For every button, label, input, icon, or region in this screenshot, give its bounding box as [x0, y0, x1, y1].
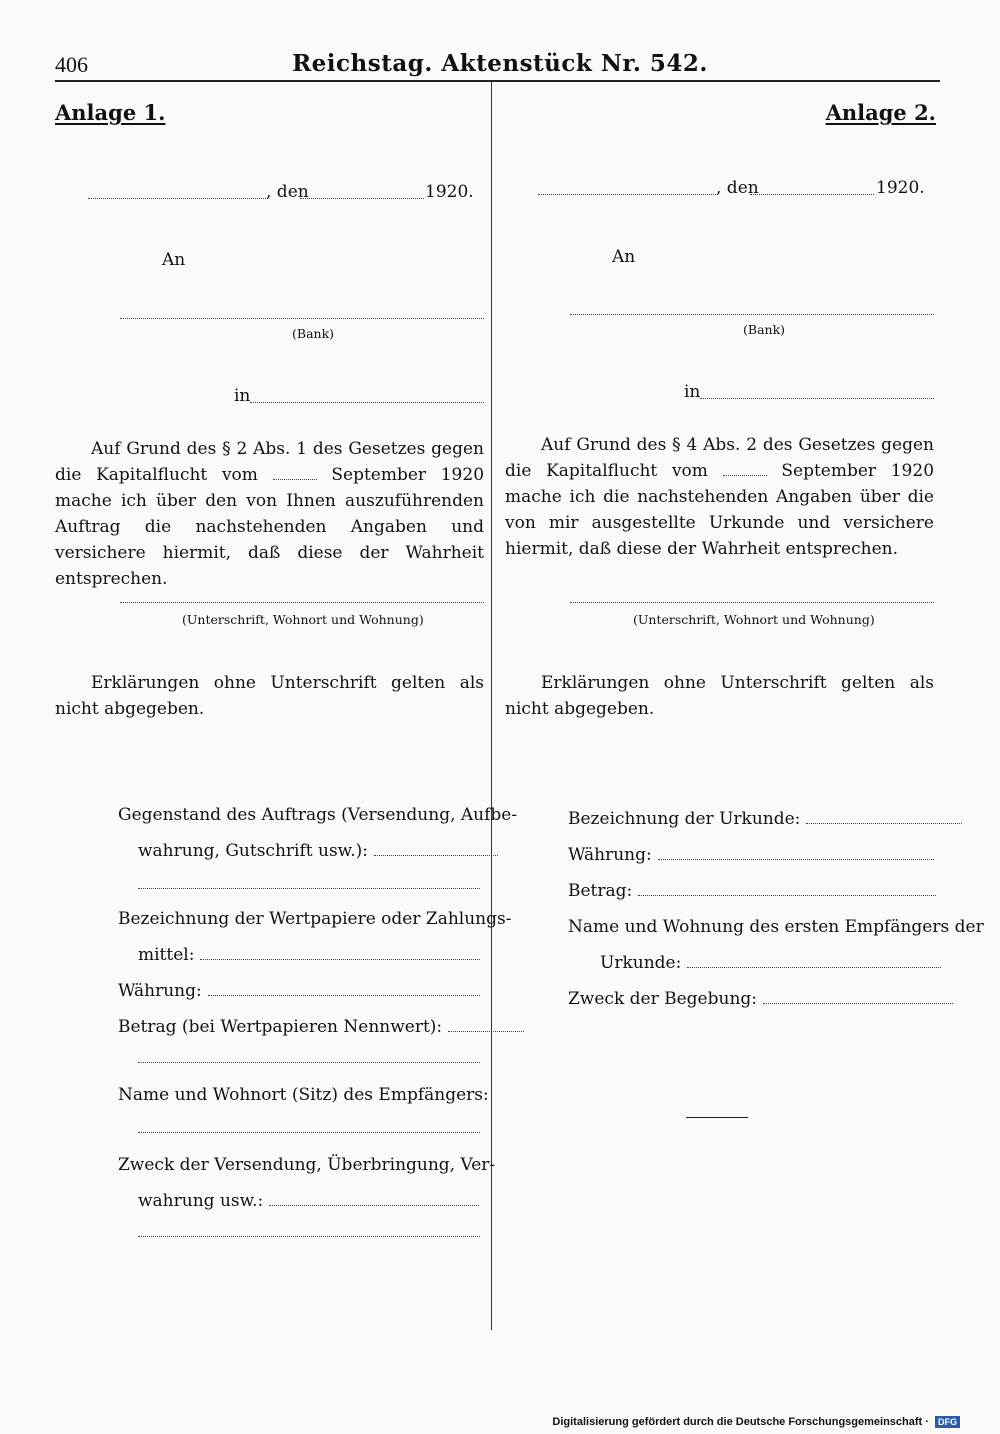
footer-credit: Digitalisierung gefördert durch die Deutsche Forschungsgemeinschaft · DFG: [552, 1416, 960, 1428]
left-paragraph-part1: Auf Grund des § 2 Abs. 1 des Gesetzes gegen die Kapitalflucht vom: [55, 439, 484, 485]
left-in-dotline: [250, 402, 484, 403]
right-field-waehrung: Währung:: [568, 845, 652, 865]
left-signature-label: (Unterschrift, Wohnort und Wohnung): [182, 612, 424, 627]
left-vom-dotline: [273, 479, 317, 480]
left-field-bezeichnung-line2: mittel:: [138, 945, 195, 965]
anlage-1-heading: Anlage 1.: [55, 100, 166, 125]
right-paragraph-part1: Auf Grund des § 4 Abs. 2 des Gesetzes gegen die Kapitalflucht vom: [505, 435, 934, 481]
left-name-dotline: [138, 1132, 480, 1133]
left-field-betrag: Betrag (bei Wertpapieren Nennwert):: [118, 1017, 443, 1037]
right-vom-dotline: [723, 475, 767, 476]
right-betrag-dotline: [638, 895, 936, 896]
right-zweck-dotline: [763, 1003, 953, 1004]
left-field-zweck-line2: wahrung usw.:: [138, 1191, 264, 1211]
left-waehrung-dotline: [208, 995, 480, 996]
left-bank-dotline: [120, 318, 484, 319]
right-date-year: 1920.: [876, 178, 925, 198]
left-signature-dotline: [120, 602, 484, 603]
right-date-den: , den: [716, 178, 759, 198]
left-an-label: An: [162, 250, 186, 270]
left-place-dotline: [88, 198, 266, 199]
left-betrag-dotline: [448, 1031, 524, 1032]
left-field-bezeichnung-line1: Bezeichnung der Wertpapiere oder Zahlungs-: [118, 909, 512, 929]
left-zweck-extra-dotline: [138, 1236, 480, 1237]
right-field-bezeichnung: Bezeichnung der Urkunde:: [568, 809, 801, 829]
right-bezeichnung-dotline: [806, 823, 962, 824]
left-date-den: , den: [266, 182, 309, 202]
right-bank-dotline: [570, 314, 934, 315]
right-paragraph-part2: September 1920 mache ich die nachstehenden Angaben über die von mir ausgestellte Urkunde und versichere hiermit, daß diese der Wahrheit entsprechen.: [505, 461, 935, 559]
left-field-zweck-line1: Zweck der Versendung, Überbringung, Ver-: [118, 1155, 496, 1175]
page-title: Reichstag. Aktenstück Nr. 542.: [292, 50, 708, 77]
left-field-waehrung: Währung:: [118, 981, 202, 1001]
left-betrag-extra-dotline: [138, 1062, 480, 1063]
left-date-dotline: [300, 198, 424, 199]
footer-credit-text: Digitalisierung gefördert durch die Deutsche Forschungsgemeinschaft: [552, 1416, 923, 1428]
right-in-dotline: [700, 398, 934, 399]
right-place-dotline: [538, 194, 716, 195]
right-waehrung-dotline: [658, 859, 934, 860]
left-date-year: 1920.: [425, 182, 474, 202]
dfg-logo: DFG: [935, 1416, 960, 1428]
left-paragraph-part2: September 1920 mache ich über den von Ihnen auszuführenden Auftrag die nachstehenden Angaben und versichere hiermit, daß diese der Wahrheit entsprechen.: [55, 465, 485, 589]
left-notice: Erklärungen ohne Unterschrift gelten als nicht abgegeben.: [55, 673, 484, 719]
right-an-label: An: [612, 247, 636, 267]
right-field-name-line2: Urkunde:: [600, 953, 682, 973]
right-field-name-line1: Name und Wohnung des ersten Empfängers der: [568, 917, 984, 937]
left-in-label: in: [234, 386, 251, 406]
right-field-betrag: Betrag:: [568, 881, 633, 901]
right-in-label: in: [684, 382, 701, 402]
left-zweck-dotline: [269, 1205, 479, 1206]
left-bank-label: (Bank): [292, 326, 335, 341]
left-paragraph: [55, 436, 484, 592]
left-field-gegenstand-line1: Gegenstand des Auftrags (Versendung, Aufbe-: [118, 805, 518, 825]
closing-rule: [686, 1117, 748, 1118]
left-gegenstand-extra-dotline: [138, 888, 480, 889]
right-signature-dotline: [570, 602, 934, 603]
anlage-2-heading: Anlage 2.: [825, 100, 936, 125]
right-signature-label: (Unterschrift, Wohnort und Wohnung): [633, 612, 875, 627]
right-date-dotline: [750, 194, 874, 195]
right-bank-label: (Bank): [743, 322, 786, 337]
left-field-gegenstand-line2: wahrung, Gutschrift usw.):: [138, 841, 368, 861]
left-field-name: Name und Wohnort (Sitz) des Empfängers:: [118, 1085, 489, 1105]
left-bezeichnung-dotline: [200, 959, 480, 960]
right-name-dotline: [687, 967, 941, 968]
header-rule: [55, 80, 940, 82]
right-paragraph: [505, 432, 934, 562]
right-notice: Erklärungen ohne Unterschrift gelten als nicht abgegeben.: [505, 673, 934, 719]
right-field-zweck: Zweck der Begebung:: [568, 989, 758, 1009]
page-number: 406: [55, 52, 88, 77]
left-gegenstand-dotline: [374, 855, 498, 856]
column-divider: [491, 82, 492, 1330]
